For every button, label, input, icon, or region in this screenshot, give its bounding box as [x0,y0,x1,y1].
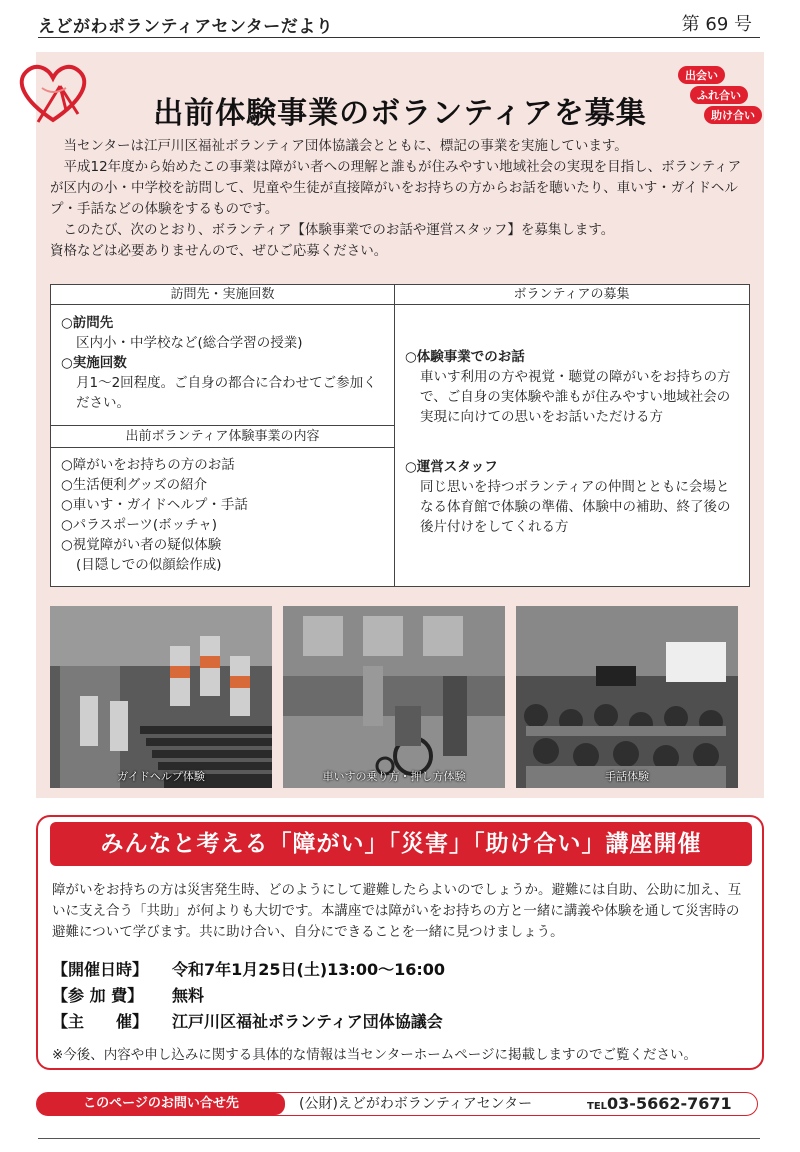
content-list [61,455,386,575]
page-title: 出前体験事業のボランティアを募集 [153,96,647,131]
detail-row [52,957,752,983]
list-item: ○障がいをお持ちの方のお話 [61,457,235,473]
detail-value: 無料 [172,986,205,1005]
intro-text [50,136,750,262]
detail-value: 江戸川区福祉ボランティア団体協議会 [172,1012,443,1031]
detail-label: 【主 催】 [52,1012,149,1031]
photo-wheelchair-image [283,606,505,788]
staff-title: ○運営スタッフ [405,459,498,475]
contact-org: (公財)えどがわボランティアセンター [299,1096,533,1112]
detail-row [52,983,752,1009]
table-divider [51,425,394,426]
photo-sign-language [516,606,738,788]
photo-caption: ガイドヘルプ体験 [117,770,205,783]
photo-caption: 手話体験 [605,770,649,783]
issue-number: 第 69 号 [681,14,752,35]
visit-info [61,313,386,413]
content-header: 出前ボランティア体験事業の内容 [125,429,320,444]
seminar-note: ※今後、内容や申し込みに関する具体的な情報は当センターホームページに掲載しますのでご覧ください。 [52,1047,698,1063]
badge-help: 助け合い [704,106,762,124]
intro-paragraph: 資格などは必要ありませんので、ぜひご応募ください。 [50,243,388,259]
photo-guide-help [50,606,272,788]
staff-text: 同じ思いを持つボランティアの仲間とともに会場となる体育館で体験の準備、体験中の補助、終了後の後片付けをしてくれる方 [420,479,731,535]
visit-title: ○訪問先 [61,315,114,331]
talk-text: 車いす利用の方や視覚・聴覚の障がいをお持ちの方で、ご自身の実体験や誰もが住みやすい地域社会の実現に向けての思いをお話いただける方 [420,369,731,425]
photo-sign-language-image [516,606,738,788]
volunteer-column-header: ボランティアの募集 [394,285,749,305]
table-divider [51,447,394,448]
heart-ribbon-icon [8,52,98,132]
visit-column-header: 訪問先・実施回数 [51,285,394,305]
table-divider [394,285,395,586]
intro-paragraph: 当センターは江戸川区福祉ボランティア団体協議会とともに、標記の事業を実施しています。 [63,138,628,154]
list-item: ○車いす・ガイドヘルプ・手話 [61,497,248,513]
contact-phone[interactable] [587,1093,732,1118]
detail-value: 令和7年1月25日(土)13:00～16:00 [172,960,446,979]
staff-recruit [405,457,741,537]
badge-touch: ふれ合い [690,86,748,104]
recruitment-table [50,284,750,587]
detail-row [52,1009,752,1035]
slogan-badges [676,66,766,126]
photo-caption: 車いすの乗り方・押し方体験 [322,770,466,783]
contact-label: このページのお問い合せ先 [37,1093,285,1115]
detail-label: 【開催日時】 [52,960,149,979]
contact-bar [36,1092,758,1116]
photo-wheelchair [283,606,505,788]
intro-paragraph: このたび、次のとおり、ボランティア【体験事業でのお話や運営スタッフ】を募集します。 [63,222,615,238]
seminar-title: みんなと考える「障がい」「災害」「助け合い」講座開催 [50,822,752,866]
talk-title: ○体験事業でのお話 [405,349,525,365]
intro-paragraph: 平成12年度から始めたこの事業は障がい者への理解と誰もが住みやすい地域社会の実現を目指し、ボランティアが区内の小・中学校を訪問して、児童や生徒が直接障がいをお持ちの方からお話を聴いたり、車いす・ガイドヘルプ・手話などの体験をするものです。 [50,159,742,217]
seminar-details [52,957,752,1035]
detail-label: 【参 加 費】 [52,986,144,1005]
count-text: 月1～2回程度。ご自身の都合に合わせてご参加ください。 [76,375,377,411]
page-header [38,8,760,38]
talk-recruit [405,347,741,427]
tel-number: 03-5662-7671 [607,1094,732,1113]
photo-guide-help-image [50,606,272,788]
list-item: (目隠しでの似顔絵作成) [76,557,222,573]
list-item: ○パラスポーツ(ボッチャ) [61,517,217,533]
tel-prefix: TEL [587,1101,608,1112]
list-item: ○生活便利グッズの紹介 [61,477,208,493]
newsletter-name: えどがわボランティアセンターだより [38,17,334,37]
footer-divider [38,1138,760,1139]
badge-meet: 出会い [678,66,725,84]
visit-text: 区内小・中学校など(総合学習の授業) [76,335,303,351]
seminar-body: 障がいをお持ちの方は災害発生時、どのようにして避難したらよいのでしょうか。避難には自助、公助に加え、互いに支え合う「共助」が何よりも大切です。本講座では障がいをお持ちの方と一緒に講義や体験を通して災害時の避難について学びます。共に助け合い、自分にできることを一緒に見つけましょう。 [52,882,742,940]
count-title: ○実施回数 [61,355,127,371]
list-item: ○視覚障がい者の疑似体験 [61,537,222,553]
